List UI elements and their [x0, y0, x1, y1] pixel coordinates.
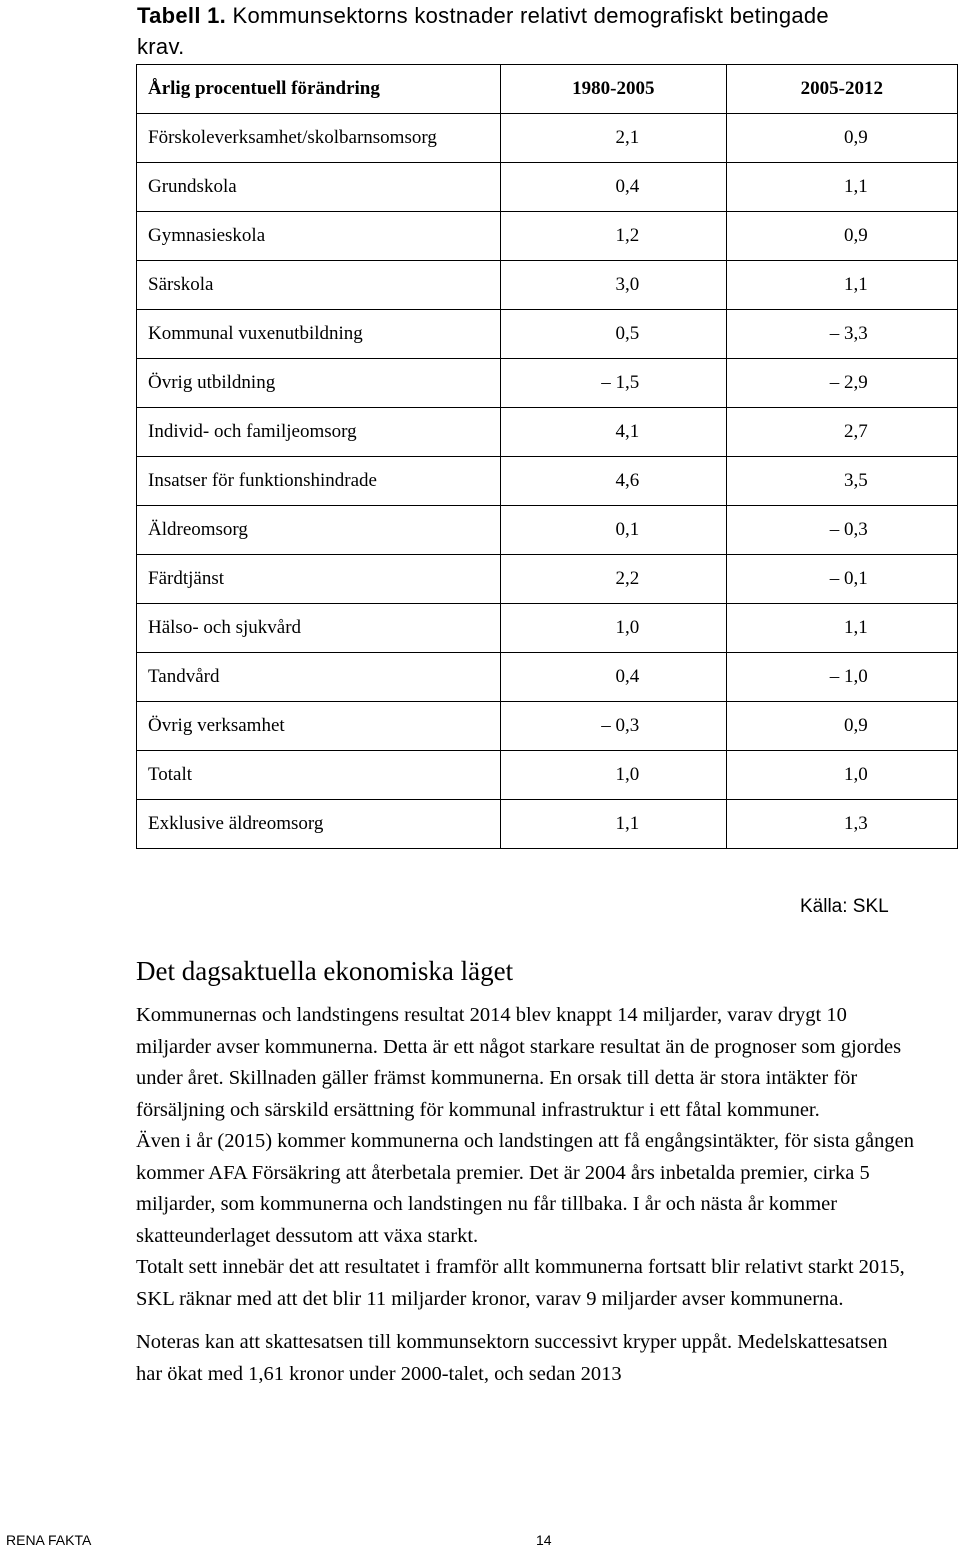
table-row	[137, 702, 958, 751]
row-value-1980-2005: 3,0	[501, 261, 727, 310]
table-row	[137, 212, 958, 261]
paragraph: Noteras kan att skattesatsen till kommunsektorn successivt kryper uppåt. Medelskattesatsen har ökat med 1,61 kronor under 2000-talet, och sedan 2013	[136, 1331, 888, 1385]
paragraph: Även i år (2015) kommer kommunerna och landstingen att få engångsintäkter, för sista gången kommer AFA Försäkring att återbetala premier. Det är 2004 års inbetalda premier, cirka 5 miljarder, som kommunerna och landstingen nu får tillbaka. I år och nästa år kommer skatteunderlaget dessutom att växa starkt.	[136, 1130, 914, 1247]
table-row	[137, 163, 958, 212]
row-value-1980-2005: – 0,3	[501, 702, 727, 751]
row-value-1980-2005: 0,1	[501, 506, 727, 555]
row-label: Exklusive äldreomsorg	[137, 800, 501, 849]
table-row	[137, 261, 958, 310]
row-value-1980-2005: 2,2	[501, 555, 727, 604]
row-value-2005-2012: – 0,1	[726, 555, 957, 604]
row-value-2005-2012: 3,5	[726, 457, 957, 506]
row-value-2005-2012: – 2,9	[726, 359, 957, 408]
caption-label: Tabell 1.	[137, 3, 227, 28]
source-note: Källa: SKL	[800, 896, 889, 917]
row-value-2005-2012: 1,1	[726, 261, 957, 310]
row-value-2005-2012: 1,1	[726, 163, 957, 212]
row-label: Tandvård	[137, 653, 501, 702]
table-row	[137, 604, 958, 653]
row-value-1980-2005: 1,0	[501, 751, 727, 800]
row-label: Övrig utbildning	[137, 359, 501, 408]
row-value-1980-2005: 1,0	[501, 604, 727, 653]
table-caption	[137, 0, 877, 62]
row-label: Kommunal vuxenutbildning	[137, 310, 501, 359]
row-value-2005-2012: 2,7	[726, 408, 957, 457]
row-value-2005-2012: 0,9	[726, 212, 957, 261]
cost-table	[136, 64, 958, 849]
row-label: Färdtjänst	[137, 555, 501, 604]
row-value-1980-2005: 4,6	[501, 457, 727, 506]
row-value-1980-2005: 2,1	[501, 114, 727, 163]
paragraph: Kommunernas och landstingens resultat 2014 blev knappt 14 miljarder, varav drygt 10 miljarder avser kommunerna. Detta är ett något starkare resultat än de prognoser som gjordes under året. Skillnaden gäller främst kommunerna. En orsak till detta är stora intäkter för försäljning och särskild ersättning för kommunal infrastruktur i ett fåtal kommuner.	[136, 1004, 902, 1121]
body-text	[136, 1000, 916, 1390]
caption-text: Kommunsektorns kostnader relativt demografiskt betingade krav.	[137, 3, 829, 59]
row-value-1980-2005: 0,5	[501, 310, 727, 359]
row-label: Hälso- och sjukvård	[137, 604, 501, 653]
row-value-1980-2005: 4,1	[501, 408, 727, 457]
table-row	[137, 653, 958, 702]
row-label: Övrig verksamhet	[137, 702, 501, 751]
row-value-1980-2005: – 1,5	[501, 359, 727, 408]
table-row	[137, 555, 958, 604]
row-value-2005-2012: – 1,0	[726, 653, 957, 702]
row-label: Särskola	[137, 261, 501, 310]
table-row	[137, 457, 958, 506]
row-label: Grundskola	[137, 163, 501, 212]
row-value-1980-2005: 0,4	[501, 163, 727, 212]
table-row	[137, 506, 958, 555]
table-body	[137, 114, 958, 849]
footer-publication: RENA FAKTA	[6, 1532, 92, 1548]
row-value-1980-2005: 0,4	[501, 653, 727, 702]
row-label: Gymnasieskola	[137, 212, 501, 261]
page-number: 14	[536, 1532, 552, 1548]
row-value-2005-2012: 0,9	[726, 114, 957, 163]
row-value-2005-2012: – 0,3	[726, 506, 957, 555]
row-value-2005-2012: – 3,3	[726, 310, 957, 359]
row-label: Individ- och familjeomsorg	[137, 408, 501, 457]
header-period-2: 2005-2012	[726, 65, 957, 114]
table-row	[137, 359, 958, 408]
row-label: Förskoleverksamhet/skolbarnsomsorg	[137, 114, 501, 163]
header-period-1: 1980-2005	[501, 65, 727, 114]
table-row	[137, 408, 958, 457]
table-header-row	[137, 65, 958, 114]
row-value-1980-2005: 1,2	[501, 212, 727, 261]
row-value-1980-2005: 1,1	[501, 800, 727, 849]
row-label: Insatser för funktionshindrade	[137, 457, 501, 506]
table-row	[137, 114, 958, 163]
header-category: Årlig procentuell förändring	[137, 65, 501, 114]
table-row	[137, 751, 958, 800]
row-value-2005-2012: 1,0	[726, 751, 957, 800]
row-value-2005-2012: 1,1	[726, 604, 957, 653]
section-heading: Det dagsaktuella ekonomiska läget	[136, 956, 514, 986]
row-value-2005-2012: 1,3	[726, 800, 957, 849]
row-label: Äldreomsorg	[137, 506, 501, 555]
row-value-2005-2012: 0,9	[726, 702, 957, 751]
table-row	[137, 310, 958, 359]
paragraph: Totalt sett innebär det att resultatet i framför allt kommunerna fortsatt blir relativt starkt 2015, SKL räknar med att det blir 11 miljarder kronor, varav 9 miljarder avser kommunerna.	[136, 1256, 905, 1310]
table-row	[137, 800, 958, 849]
row-label: Totalt	[137, 751, 501, 800]
